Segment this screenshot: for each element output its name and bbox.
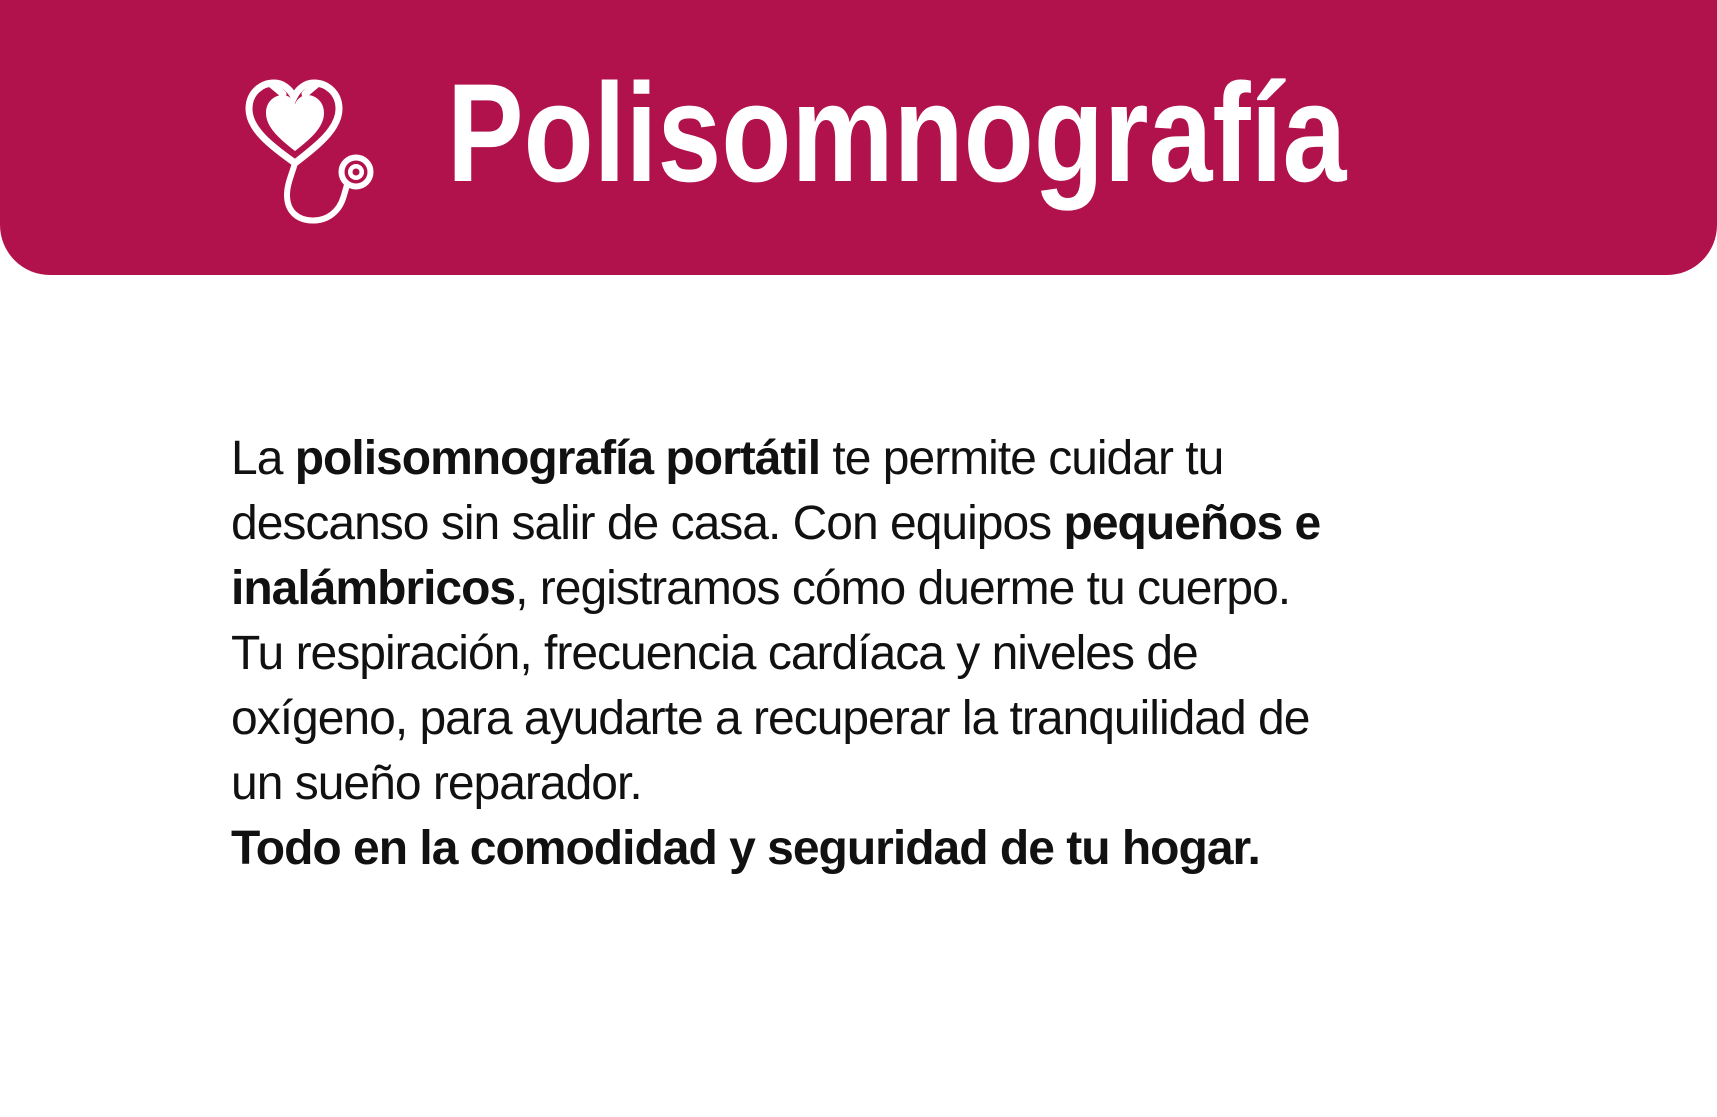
body-text <box>231 426 1320 881</box>
stethoscope-tube <box>287 163 347 221</box>
body-text-line <box>231 556 1320 621</box>
chestpiece-hole <box>353 169 360 176</box>
header-banner <box>0 0 1717 275</box>
text-segment-bold: polisomnografía portátil <box>294 432 821 485</box>
text-segment: oxígeno, para ayudarte a recuperar la tranquilidad de <box>231 692 1310 745</box>
text-segment: un sueño reparador. <box>231 757 642 810</box>
text-segment: Tu respiración, frecuencia cardíaca y niveles de <box>231 627 1198 680</box>
text-segment-bold: Todo en la comodidad y seguridad de tu hogar. <box>231 822 1260 875</box>
body-text-line <box>231 426 1320 491</box>
text-segment-bold: inalámbricos <box>231 562 516 615</box>
text-segment: La <box>231 432 295 485</box>
body-text-line <box>231 621 1320 686</box>
text-segment: te permite cuidar tu <box>820 432 1224 485</box>
body-text-line <box>231 686 1320 751</box>
page-title: Polisomnografía <box>447 54 1347 211</box>
body-text-line <box>231 491 1320 556</box>
text-segment: descanso sin salir de casa. Con equipos <box>231 497 1064 550</box>
stethoscope-heart-icon <box>225 66 375 231</box>
text-segment-bold: pequeños e <box>1063 497 1321 550</box>
body-text-line <box>231 751 1320 816</box>
body-text-line <box>231 816 1320 881</box>
text-segment: , registramos cómo duerme tu cuerpo. <box>515 562 1291 615</box>
